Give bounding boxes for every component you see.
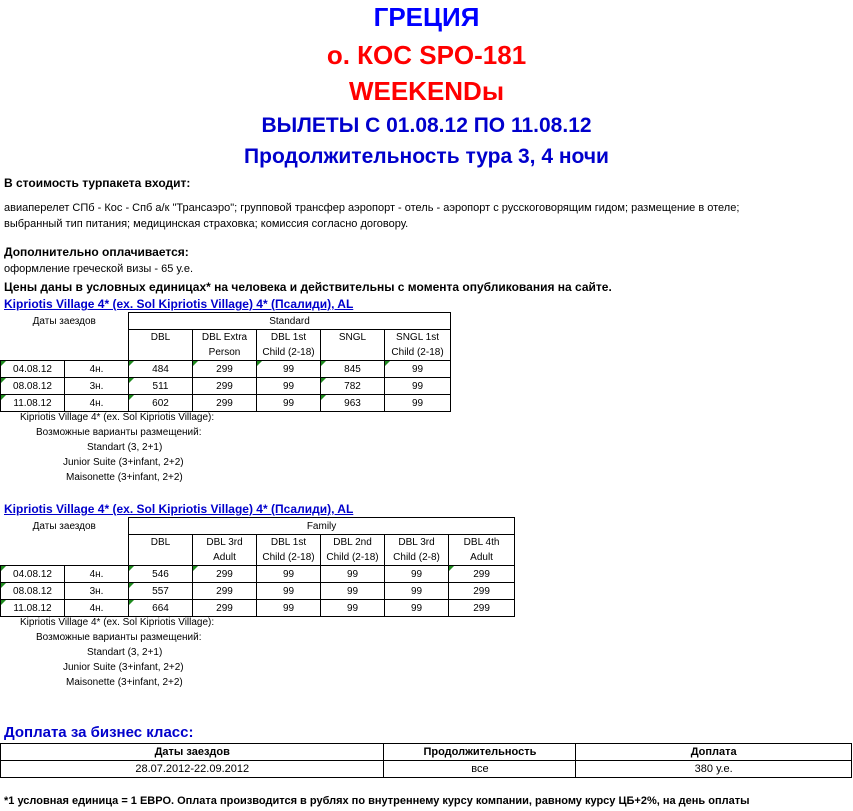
business-class-table xyxy=(0,743,852,778)
col-1st-child: DBL 1st Child (2-18) xyxy=(257,535,321,566)
includes-title: В стоимость турпакета входит: xyxy=(4,176,191,190)
hotel-2-note: Kipriotis Village 4* (ex. Sol Kipriotis Village): xyxy=(20,617,215,628)
table-row: 04.08.12 4н. 546 299 99 99 99 299 xyxy=(1,566,515,583)
title-weekend: WEEKENDы xyxy=(348,76,505,106)
col-price: Доплата xyxy=(576,744,852,761)
table-row: 08.08.12 3н. 511 299 99 782 99 xyxy=(1,378,451,395)
hotel-2-link[interactable]: Kipriotis Village 4* (ex. Sol Kipriotis Village) 4* (Псалиди), AL xyxy=(4,502,354,516)
col-child: DBL 1st Child (2-18) xyxy=(257,330,321,361)
col-dates: Даты заездов xyxy=(1,744,384,761)
hotel-1-price-table xyxy=(0,312,451,412)
col-dbl: DBL xyxy=(129,330,193,361)
hotel-1-variant: Standart (3, 2+1) xyxy=(87,442,163,453)
title-island-spo: о. КОС SPO-181 xyxy=(326,40,527,70)
footer-note: *1 условная единица = 1 ЕВРО. Оплата производится в рублях по внутреннему курсу компании, равному курсу ЦБ+2%, на день оплаты xyxy=(4,795,750,807)
hotel-2-price-table xyxy=(0,517,515,617)
table-row: 04.08.12 4н. 484 299 99 845 99 xyxy=(1,361,451,378)
hotel-2-variant: Maisonette (3+infant, 2+2) xyxy=(66,677,183,688)
hotel-1-variant: Maisonette (3+infant, 2+2) xyxy=(66,472,183,483)
table-row: 08.08.12 3н. 557 299 99 99 99 299 xyxy=(1,583,515,600)
includes-line-2: выбранный тип питания; медицинская страховка; комиссия согласно договору. xyxy=(4,218,409,230)
table-row: 28.07.2012-22.09.2012 все 380 у.е. xyxy=(1,761,852,778)
extra-title: Дополнительно оплачивается: xyxy=(4,245,189,259)
extra-visa: оформление греческой визы - 65 у.е. xyxy=(4,263,194,275)
col-sngl: SNGL xyxy=(321,330,385,361)
prices-note: Цены даны в условных единицах* на человека и действительны с момента опубликования на сайте. xyxy=(4,280,612,294)
col-3rd-adult: DBL 3rd Adult xyxy=(193,535,257,566)
col-4th-adult: DBL 4th Adult xyxy=(449,535,515,566)
col-duration: Продолжительность xyxy=(384,744,576,761)
hotel-1-variants-title: Возможные варианты размещений: xyxy=(36,427,202,438)
table-row: 11.08.12 4н. 664 299 99 99 99 299 xyxy=(1,600,515,617)
title-duration: Продолжительность тура 3, 4 ночи xyxy=(244,145,609,168)
col-extra-person: DBL Extra Person xyxy=(193,330,257,361)
hotel-2-variant: Standart (3, 2+1) xyxy=(87,647,163,658)
business-class-title: Доплата за бизнес класс: xyxy=(4,724,194,741)
table-row: 11.08.12 4н. 602 299 99 963 99 xyxy=(1,395,451,412)
col-sngl-child: SNGL 1st Child (2-18) xyxy=(385,330,451,361)
title-country: ГРЕЦИЯ xyxy=(373,2,480,32)
col-3rd-child: DBL 3rd Child (2-8) xyxy=(385,535,449,566)
title-departures: ВЫЛЕТЫ С 01.08.12 ПО 11.08.12 xyxy=(261,114,592,137)
dates-header: Даты заездов xyxy=(32,520,96,532)
hotel-1-note: Kipriotis Village 4* (ex. Sol Kipriotis Village): xyxy=(20,412,215,423)
hotel-2-variant: Junior Suite (3+infant, 2+2) xyxy=(63,662,184,673)
room-type-header: Standard xyxy=(129,313,451,330)
hotel-1-variant: Junior Suite (3+infant, 2+2) xyxy=(63,457,184,468)
col-dbl: DBL xyxy=(129,535,193,566)
includes-line-1: авиаперелет СПб - Кос - Спб а/к "Трансаэро"; групповой трансфер аэропорт - отель - аэропорт с русскоговорящим гидом; размещение в отеле; xyxy=(4,202,740,214)
col-2nd-child: DBL 2nd Child (2-18) xyxy=(321,535,385,566)
dates-header: Даты заездов xyxy=(32,315,96,327)
hotel-2-variants-title: Возможные варианты размещений: xyxy=(36,632,202,643)
hotel-1-link[interactable]: Kipriotis Village 4* (ex. Sol Kipriotis Village) 4* (Псалиди), AL xyxy=(4,297,354,311)
room-type-header: Family xyxy=(129,518,515,535)
